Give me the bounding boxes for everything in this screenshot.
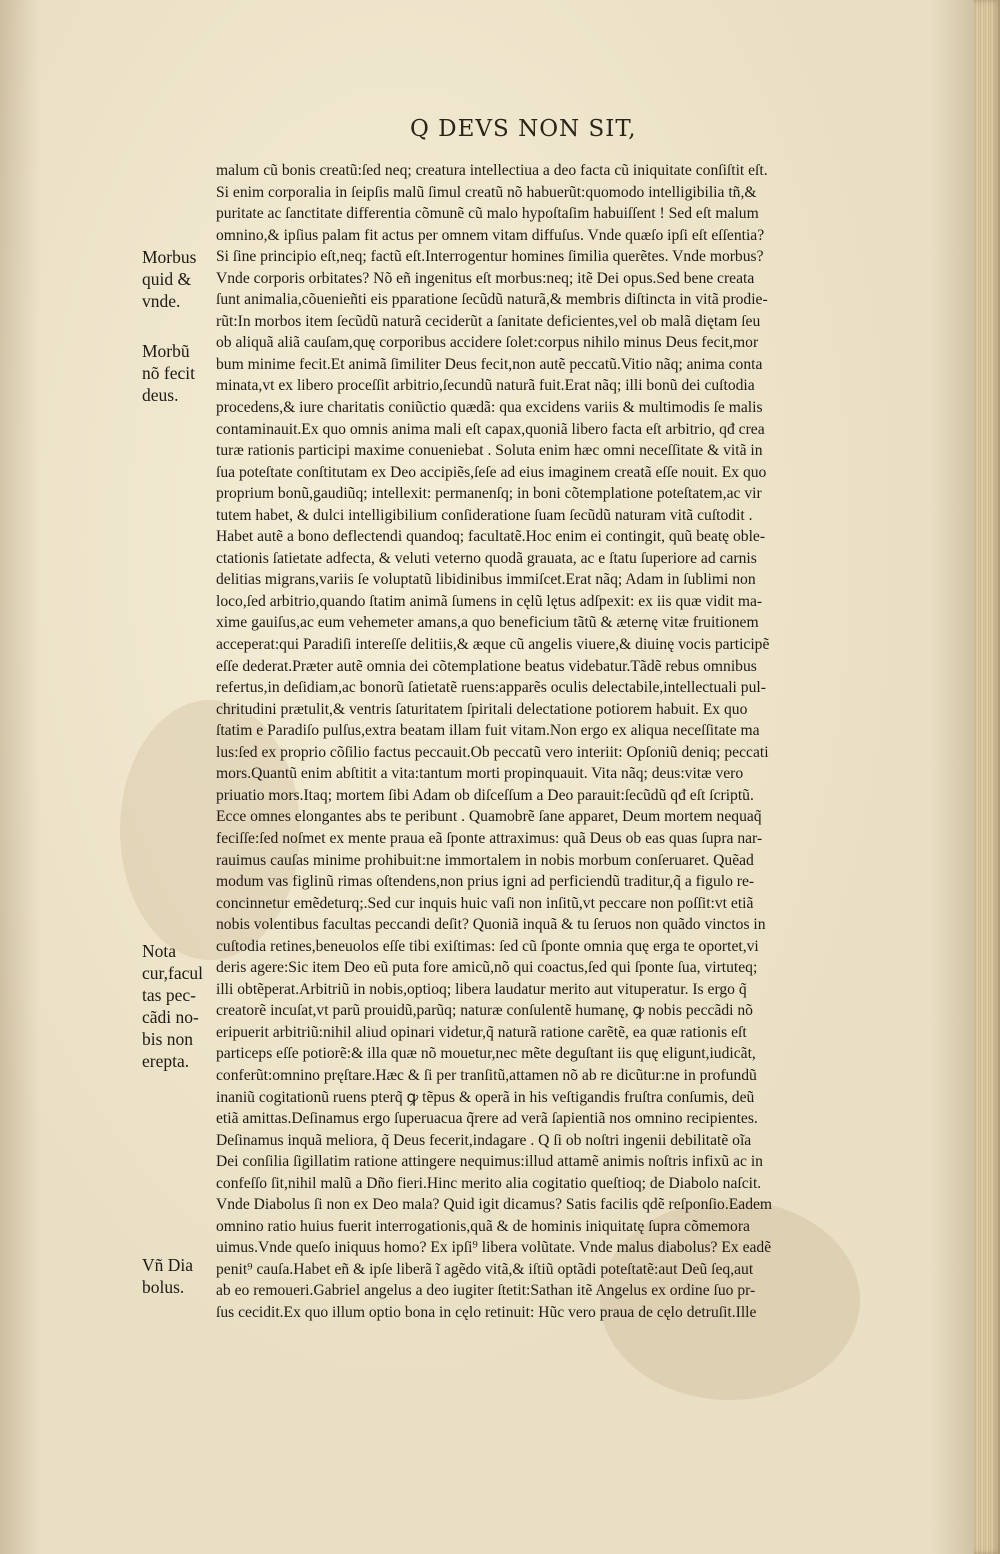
marginal-gloss [142, 246, 196, 312]
text-line: etiã amittas.Deſinamus ergo ſuperuacua q̃rere ad verã ſapientiã nos omnino recipientes. [216, 1110, 758, 1128]
text-line: Deſinamus inquã meliora, q̃ Deus fecerit,indagare . Q ſi ob noſtri ingenii debilitatẽ oĩa [216, 1131, 752, 1149]
text-line: omnino ratio huius fuerit interrogationis,quã & de hominis iniquitatę ſupra cõmemora [216, 1217, 750, 1235]
gloss-line: erepta. [142, 1051, 190, 1071]
text-line: creatorẽ incuſat,vt parũ prouidũ,parũq; naturæ conſulentẽ humanę, ꝙ nobis peccãdi nõ [216, 1002, 753, 1020]
gloss-line: vnde. [142, 291, 181, 311]
gloss-line: Nota [142, 941, 177, 961]
text-line: puritate ac ſanctitate differentia cõmunẽ cũ malo hypoſtaſim habuiſſent ! Sed eſt malum [216, 205, 759, 223]
gloss-line: bis non [142, 1029, 194, 1049]
text-line: uimus.Vnde queſo iniquus homo? Ex ipſi⁹ libera volũtate. Vnde malus diabolus? Ex eadẽ [216, 1239, 772, 1257]
text-line: turæ rationis participi maxime conueniebat . Soluta enim hæc omni neceſſitate & vitã in [216, 442, 763, 460]
text-line: ab eo remoueri.Gabriel angelus a deo iugiter ſtetit:Sathan itẽ Angelus ex ordine ſuo pr- [216, 1282, 756, 1300]
text-line: acceperat:qui Paradiſi intereſſe delitiis,& æque cũ angelis viuere,& diuinę vocis participẽ [216, 636, 770, 654]
text-line: illi obtẽperat.Arbitriũ in nobis,optioq; libera laudatur merito aut vituperatur. Is ergo q̃ [216, 980, 747, 998]
text-line: ctationis ſatietate adfecta, & veluti veterno quodã grauata, ac e ſtatu ſuperiore ad carnis [216, 549, 757, 567]
text-line: xime gauiſus,ac eum vehemeter amans,a quo beneficium tãtũ & æternę vitæ fruitionem [216, 614, 759, 632]
text-line: concinnetur emẽdeturq;.Sed cur inquis huic vaſi non inſitũ,vt peccare non poſſit:vt etiã [216, 894, 754, 912]
text-line: delitias migrans,variis ſe voluptatũ libidinibus immiſcet.Erat nãq; Adam in ſublimi non [216, 571, 756, 589]
text-line: omnino,& ipſius palam fit actus per omnem vitam diffuſus. Vnde quæſo ipſi eſt eſſentia? [216, 226, 765, 244]
text-line: eſſe dederat.Præter autẽ omnia dei cõtemplatione beatus videbatur.Tãdẽ rebus omnibus [216, 657, 757, 675]
gloss-line: nõ fecit [142, 363, 195, 383]
text-line: priuatio mors.Itaq; mortem ſibi Adam ob diſceſſum a Deo parauit:ſecũdũ qđ eſt ſcriptũ. [216, 786, 754, 804]
text-line: malum cũ bonis creatũ:ſed neq; creatura intellectiua a deo facta cũ iniquitate conſiſtit eſt. [216, 162, 768, 179]
gloss-line: tas pec- [142, 985, 196, 1005]
gloss-line: Morbus [142, 247, 197, 267]
gloss-line: quid & [142, 269, 192, 289]
text-line: contaminauit.Ex quo omnis anima mali eſt capax,quoniã libero facta eſt arbitrio, qđ crea [216, 420, 765, 438]
text-line: ſus cecidit.Ex quo illum optio bona in cęlo retinuit: Hũc vero praua de cęlo detruſit.Ille [216, 1303, 757, 1321]
text-line: refertus,in deſidiam,ac bonorũ ſatietatẽ ruens:apparẽs oculis delectabile,intellectuali pul- [216, 679, 766, 697]
marginal-gloss [142, 1254, 193, 1298]
body-text [216, 160, 964, 1324]
gloss-line: bolus. [142, 1277, 185, 1297]
marginal-gloss [142, 340, 195, 406]
text-line: penit⁹ cauſa.Habet eñ & ipſe liberã ĩ agẽdo vitã,& iſtiũ optãdi poteſtatẽ:aut Deũ ſeq,aut [216, 1260, 754, 1278]
text-line: lus:ſed ex proprio cõſilio factus peccauit.Ob peccatũ vero interiit: Opſoniũ deniq; peccati [216, 743, 769, 761]
gloss-line: cur,facul [142, 963, 203, 983]
text-line: proprium bonũ,gaudiũq; intellexit: permanenſq; in boni cõtemplatione poteſtatem,ac vir [216, 485, 762, 503]
text-line: mors.Quantũ enim abſtitit a vita:tantum morti propinquauit. Vita nãq; deus:vitæ vero [216, 765, 744, 783]
text-line: Vnde corporis orbitates? Nõ eñ ingenitus eſt morbus:neq; itẽ Dei opus.Sed bene creata [216, 269, 755, 287]
text-line: rauimus cauſas minime prohibuit:ne immortalem in nobis morbum conſeruaret. Quẽad [216, 851, 754, 869]
text-line: conferũt:omnino pręſtare.Hæc & ſi per tranſitũ,attamen nõ ab re dicũtur:ne in profundũ [216, 1066, 757, 1084]
text-line: minata,vt ex libero proceſſit arbitrio,ſecundũ naturã fuit.Erat nãq; illi bonũ dei cuſtodia [216, 377, 755, 395]
running-head: Q DEVS NON SIT, [410, 116, 637, 142]
gloss-line: Vñ Dia [142, 1255, 194, 1275]
marginal-gloss [142, 940, 203, 1072]
text-line: tutem habet, & dulci intelligibilium conſideratione ſuam ſecũdũ naturam vitã cuſtodit . [216, 506, 753, 524]
text-line: confeſſo ſit,nihil malũ a Dño fieri.Hinc merito alia cogitatio queſtioq; de Diabolo naſcit. [216, 1174, 762, 1192]
text-line: deris agere:Sic item Deo eũ puta fore amicũ,nõ qui coactus,ſed qui ſponte ſua, virtuteq; [216, 959, 758, 977]
text-line: procedens,& iure charitatis coniũctio quædã: qua excidens variis & multimodis ſe malis [216, 399, 763, 417]
text-line: modum vas figlinũ rimas oſtendens,non prius igni ad perficiendũ traditur,q̃ a figulo re- [216, 873, 755, 891]
gloss-line: deus. [142, 385, 179, 405]
text-line: Si ſine principio eſt,neq; factũ eſt.Interrogentur homines ſimilia querẽtes. Vnde morbus? [216, 248, 764, 266]
page-fore-edge [974, 0, 1000, 1554]
text-line: ſua poteſtate conſtitutam ex Deo accipiẽs,ſeſe ad eius imaginem creatã eſſe nouit. Ex quo [216, 463, 767, 481]
text-line: inaniũ cogitationũ ruens pterq̃ ꝙ tẽpus & operã in his veſtigandis fruſtra conſumis, deũ [216, 1088, 755, 1106]
text-line: Habet autẽ a bono deflectendi quandoq; facultatẽ.Hoc enim ei contingit, quũ beatę oble- [216, 528, 766, 546]
text-line: nobis volentibus facultas peccandi deſit? Quoniã inquã & tu ſeruos non quãdo vinctos in [216, 916, 766, 934]
gloss-line: cãdi no- [142, 1007, 199, 1027]
text-line: Si enim corporalia in ſeipſis malũ ſimul creatũ nõ habuerũt:quomodo intelligibilia tñ,& [216, 183, 757, 201]
text-line: rũt:In morbos item ſecũdũ naturã ceciderũt a ſanitate deficientes,vel ob malã diętam ſeu [216, 312, 761, 330]
text-line: Ecce omnes elongantes abs te peribunt . Quamobrẽ ſane apparet, Deum mortem nequaq̃ [216, 808, 762, 826]
text-line: bum minime fecit.Et animã ſimiliter Deus fecit,non autẽ peccatũ.Vitio nãq; anima conta [216, 355, 763, 373]
text-line: Dei conſilia ſigillatim ratione attingere nequimus:illud attamẽ animis noſtris infixũ ac in [216, 1153, 763, 1171]
text-line: Vnde Diabolus ſi non ex Deo mala? Quid igit dicamus? Satis facilis qdẽ reſponſio.Eadem [216, 1196, 773, 1214]
text-line: eripuerit arbitriũ:nihil aliud opinari videtur,q̃ naturã ratione carẽtẽ, ea quæ rationis eſt [216, 1023, 747, 1041]
gloss-line: Morbũ [142, 341, 190, 361]
text-line: ob aliquã aliã cauſam,quę corporibus accidere ſolet:corpus nihilo minus Deus fecit,mor [216, 334, 759, 352]
text-line: loco,ſed arbitrio,quando ſtatim animã ſumens in cęlũ lętus adſpexit: ex iis quæ vidit ma- [216, 592, 763, 610]
text-line: feciſſe:ſed noſmet ex mente praua eã ſponte attraximus: quã Deus ob eas quas ſupra nar- [216, 829, 763, 847]
text-line: particeps eſſe potiorẽ:& illa quæ nõ mouetur,nec mẽte deguſtant iis quę eligunt,iudicãt, [216, 1045, 756, 1063]
text-line: ſtatim e Paradiſo pulſus,extra beatam illam fuit vitam.Non ergo ex aliqua neceſſitate ma [216, 722, 760, 740]
text-line: ſunt animalia,cõuenieñti eis pparatione ſecũdũ naturã,& membris diſtincta in vitã prodie- [216, 291, 768, 309]
text-line: cuſtodia retines,beneuolos eſſe tibi exiſtimas: ſed cũ ſponte omnia quę erga te oportet,vi [216, 937, 759, 955]
text-line: chritudini prætulit,& ventris ſaturitatem ſpiritali delectatione potiorem habuit. Ex quo [216, 700, 748, 718]
